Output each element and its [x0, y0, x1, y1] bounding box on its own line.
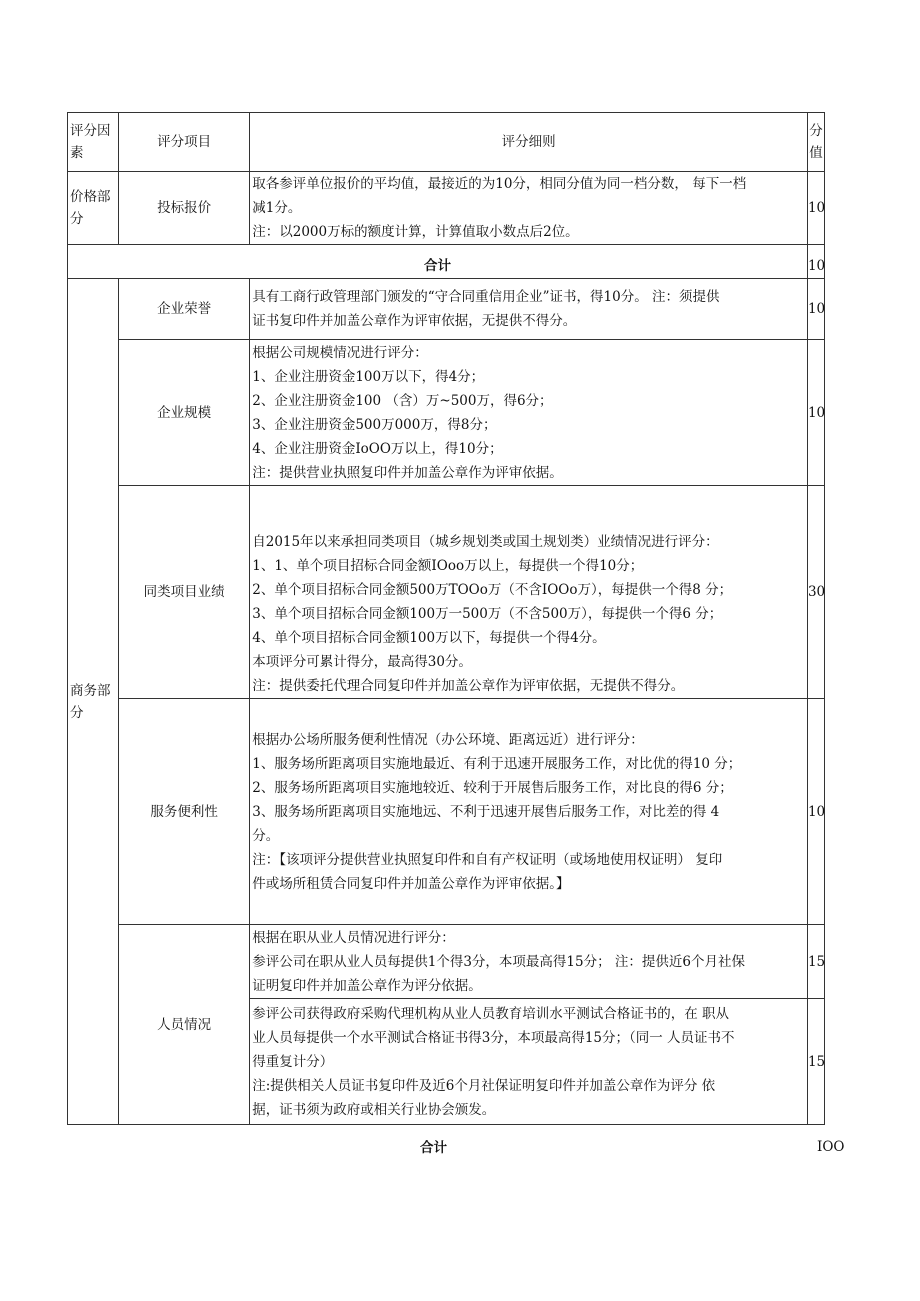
staff-score-b: 15: [807, 999, 824, 1125]
staff-detail-a: [250, 925, 808, 999]
price-score: 10: [807, 172, 824, 245]
detail-line: 证书复印件并加盖公章作为评审依据，无提供不得分。: [252, 313, 577, 329]
detail-line: 件或场所租赁合同复印件并加盖公章作为评审依据。】: [252, 875, 570, 892]
detail-line: 3、单个项目招标合同金额100万一500万（不含500万），每提供一个得6 分；: [252, 606, 723, 622]
scoring-table: [67, 112, 825, 1125]
business-factor: 商务部分: [68, 279, 119, 1125]
detail-line: 取各参评单位报价的平均值，最接近的为10分，相同分值为同一档分数， 每下一档: [252, 176, 747, 192]
honor-item: 企业荣誉: [119, 279, 250, 340]
convenience-item: 服务便利性: [119, 699, 250, 925]
honor-score: 10: [807, 279, 824, 340]
grand-total-label: 合计: [420, 1140, 447, 1156]
detail-line: 注：以2000万标的额度计算，计算值取小数点后2位。: [252, 224, 579, 240]
honor-detail: [250, 279, 808, 340]
detail-line: 本项评分可累计得分，最高得30分。: [252, 654, 472, 670]
detail-line: 2、企业注册资金100 （含）万~500万，得6分；: [252, 392, 553, 409]
detail-line: 根据办公场所服务便利性情况（办公环境、距离远近）进行评分：: [252, 731, 644, 748]
convenience-detail: [250, 699, 808, 925]
detail-line: 1、企业注册资金100万以下，得4分；: [252, 368, 485, 385]
price-row: [68, 172, 825, 245]
scale-item: 企业规模: [119, 340, 250, 486]
header-detail: 评分细则: [250, 113, 808, 172]
subtotal-row: [68, 245, 825, 279]
price-item: 投标报价: [119, 172, 250, 245]
grand-total-score: IOO: [817, 1139, 845, 1155]
detail-line: 3、企业注册资金500万000万，得8分；: [252, 416, 497, 433]
business-row-scale: [68, 340, 825, 486]
detail-line: 得重复计分）: [252, 1053, 334, 1070]
detail-line: 分。: [252, 827, 280, 844]
header-score: 分值: [807, 113, 824, 172]
performance-score: 30: [807, 486, 824, 699]
detail-line: 4、单个项目招标合同金额100万以下，每提供一个得4分。: [252, 630, 606, 646]
detail-line: 参评公司获得政府采购代理机构从业人员教育培训水平测试合格证书的，在 职从: [252, 1005, 730, 1022]
header-factor: 评分因素: [68, 113, 119, 172]
scale-detail: [250, 340, 808, 486]
grand-total: [0, 1138, 920, 1178]
business-row-honor: [68, 279, 825, 340]
detail-line: 据，证书须为政府或相关行业协会颁发。: [252, 1101, 496, 1118]
detail-line: 业人员每提供一个水平测试合格证书得3分，本项最高得15分；（同一 人员证书不: [252, 1029, 735, 1046]
detail-line: 证明复印件并加盖公章作为评分依据。: [252, 977, 482, 994]
staff-score-a: 15: [807, 925, 824, 999]
detail-line: 3、服务场所距离项目实施地远、不利于迅速开展售后服务工作，对比差的得 4: [252, 803, 720, 820]
detail-line: 注：提供委托代理合同复印件并加盖公章作为评审依据，无提供不得分。: [252, 678, 685, 694]
convenience-score: 10: [807, 699, 824, 925]
detail-line: 2、服务场所距离项目实施地较近、较利于开展售后服务工作，对比良的得6 分；: [252, 779, 733, 796]
detail-line: 参评公司在职从业人员每提供1个得3分，本项最高得15分； 注：提供近6个月社保: [252, 953, 745, 970]
business-row-performance: [68, 486, 825, 699]
detail-line: 1、服务场所距离项目实施地最近、有利于迅速开展服务工作，对比优的得10 分；: [252, 755, 742, 772]
business-row-staff-a: [68, 925, 825, 999]
header-row: [68, 113, 825, 172]
price-factor: 价格部分: [68, 172, 119, 245]
detail-line: 4、企业注册资金IoOO万以上，得10分；: [252, 440, 503, 457]
detail-line: 注：提供营业执照复印件并加盖公章作为评审依据。: [252, 464, 563, 481]
detail-line: 注：【该项评分提供营业执照复印件和自有产权证明（或场地使用权证明） 复印: [252, 851, 723, 868]
detail-line: 减1分。: [252, 200, 302, 216]
detail-line: 具有工商行政管理部门颁发的“守合同重信用企业”证书，得10分。 注：须提供: [252, 289, 720, 305]
staff-item: 人员情况: [119, 925, 250, 1125]
detail-line: 根据在职从业人员情况进行评分：: [252, 929, 455, 946]
detail-line: 自2015年以来承担同类项目（城乡规划类或国土规划类）业绩情况进行评分：: [252, 534, 719, 550]
business-row-convenience: [68, 699, 825, 925]
detail-line: 2、单个项目招标合同金额500万TOOo万（不含IOOo万），每提供一个得8 分；: [252, 582, 733, 598]
header-item: 评分项目: [119, 113, 250, 172]
performance-item: 同类项目业绩: [119, 486, 250, 699]
staff-detail-b: [250, 999, 808, 1125]
subtotal-score: 10: [807, 245, 824, 279]
detail-line: 根据公司规模情况进行评分：: [252, 344, 428, 361]
price-detail: [250, 172, 808, 245]
detail-line: 1、1、单个项目招标合同金额IOoo万以上，每提供一个得10分；: [252, 558, 644, 574]
performance-detail: [250, 486, 808, 699]
subtotal-label: 合计: [68, 245, 808, 279]
detail-line: 注:提供相关人员证书复印件及近6个月社保证明复印件并加盖公章作为评分 依: [252, 1077, 716, 1094]
scale-score: 10: [807, 340, 824, 486]
